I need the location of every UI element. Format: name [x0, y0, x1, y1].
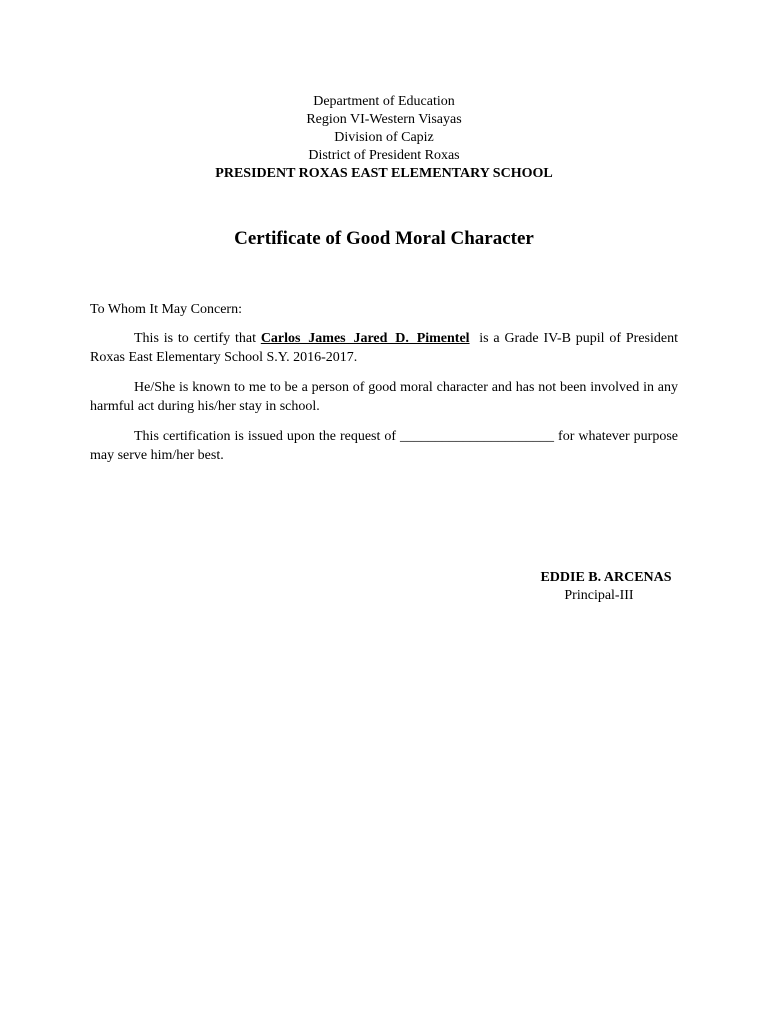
- district-line: District of President Roxas: [308, 148, 460, 163]
- salutation: To Whom It May Concern:: [90, 302, 242, 317]
- department-line: Department of Education: [313, 94, 455, 109]
- character-paragraph: [90, 378, 678, 416]
- request-paragraph: [90, 427, 678, 465]
- certify-lead-text: This is to certify that: [134, 331, 256, 346]
- character-text: He/She is known to me to be a person of good moral character and has not been involved in any harmful act during his/her stay in school.: [90, 380, 678, 414]
- division-line: Division of Capiz: [334, 130, 434, 145]
- certificate-title: Certificate of Good Moral Character: [234, 228, 534, 249]
- letterhead: [0, 93, 768, 183]
- requester-blank: ______________________: [400, 429, 555, 444]
- signature-block: [520, 569, 692, 605]
- student-name: Carlos James Jared D. Pimentel: [260, 331, 470, 346]
- region-line: Region VI-Western Visayas: [306, 112, 462, 127]
- school-name: PRESIDENT ROXAS EAST ELEMENTARY SCHOOL: [215, 166, 553, 181]
- signatory-position: Principal-III: [564, 588, 634, 603]
- signatory-name: EDDIE B. ARCENAS: [540, 570, 672, 585]
- request-lead-text: This certification is issued upon the request of: [134, 429, 397, 444]
- certification-paragraph: [90, 329, 678, 367]
- certify-rest-text: is a Grade IV-B pupil of President Roxas East Elementary School S.Y. 2016-2017.: [90, 331, 678, 365]
- request-rest-text: for whatever purpose may serve him/her best.: [90, 429, 678, 463]
